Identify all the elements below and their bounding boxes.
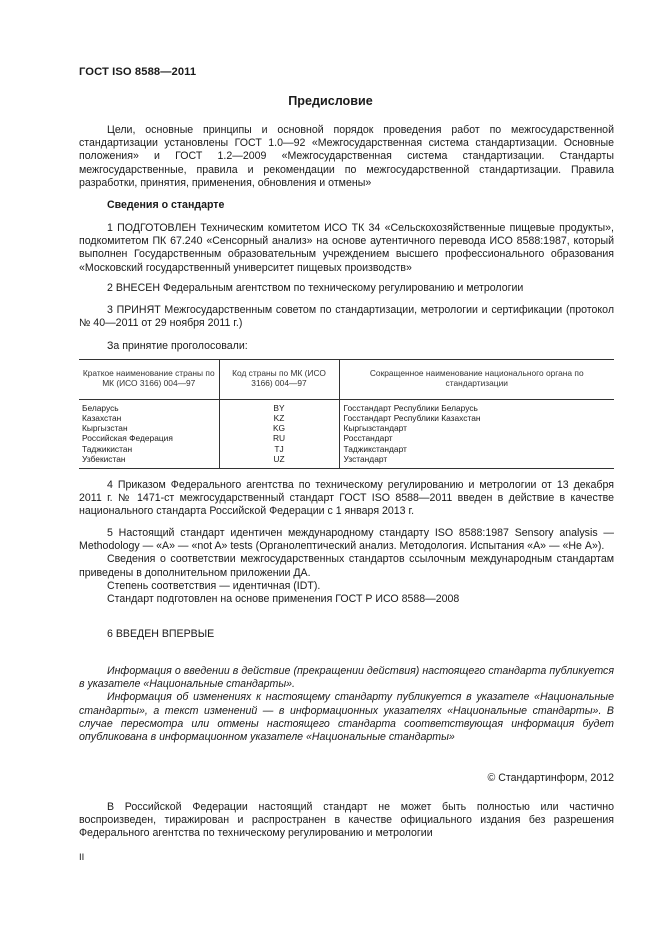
item-5-info: Сведения о соответствии межгосударственных стандартов ссылочным международным стандартам приведены в дополнительном приложении ДА. (79, 553, 614, 579)
cell-code: UZ (219, 454, 339, 469)
rights-text: В Российской Федерации настоящий стандарт не может быть полностью или частично воспроизведен, тиражирован и распространен в качестве официального издания без разрешения Федерального агентства по техническому регулированию и метрологии (79, 801, 614, 840)
voting-countries-table (79, 359, 614, 469)
cell-country: Казахстан (82, 412, 122, 423)
item-2-text: 2 ВНЕСЕН Федеральным агентством по техническому регулированию и метрологии (107, 282, 524, 294)
cell-body: Госстандарт Республики Казахстан (339, 413, 614, 423)
page-title: Предисловие (288, 94, 373, 108)
voted-label: За принятие проголосовали: (107, 340, 248, 352)
item-1-text: 1 ПОДГОТОВЛЕН Техническим комитетом ИСО ТК 34 «Сельскохозяйственные пищевые продукты», подкомитетом ПК 67.240 «Сенсорный анализ» на основе аутентичного перевода ИСО 8588:1987, который выполнен Государственным образовательным учреждением высшего профессионального образования «Московский государственный университет пищевых производств» (79, 222, 614, 274)
item-6-text: 6 ВВЕДЕН ВПЕРВЫЕ (107, 628, 215, 640)
item-3-text: 3 ПРИНЯТ Межгосударственным советом по стандартизации, метрологии и сертификации (протокол № 40—2011 от 29 ноября 2011 г.) (79, 304, 614, 330)
page-number: II (79, 852, 85, 863)
table-header-row (79, 360, 614, 400)
cell-body: Узстандарт (339, 454, 614, 469)
table-row (79, 423, 614, 433)
item-3 (79, 304, 614, 330)
copyright: © Стандартинформ, 2012 (487, 772, 614, 784)
cell-country: Кыргызстан (82, 423, 128, 434)
info-changes: Информация об изменениях к настоящему стандарту публикуется в указателе «Национальные стандарты», а текст изменений — в информационных указателях «Национальные стандарты». В случае пересмотра или отмены настоящего стандарта соответствующая информация будет опубликована в информационном указателе «Национальные стандарты» (79, 691, 614, 744)
cell-country: Беларусь (82, 402, 119, 413)
cell-code: KG (219, 423, 339, 433)
item-6 (79, 628, 614, 641)
intro-paragraph (79, 124, 614, 190)
table-row (79, 454, 614, 469)
cell-body: Кыргызстандарт (339, 423, 614, 433)
item-5-basis: Стандарт подготовлен на основе применения ГОСТ Р ИСО 8588—2008 (107, 593, 460, 606)
item-5-text: 5 Настоящий стандарт идентичен международному стандарту ISO 8588:1987 Sensory analysis — Methodology — «A» — «not A» tests (Органолептический анализ. Методология. Испытания «А» — «Не А»). (79, 527, 614, 553)
column-header-body: Сокращенное наименование национального органа по стандартизации (339, 360, 614, 400)
cell-country: Узбекистан (79, 454, 219, 469)
item-2 (79, 282, 614, 295)
item-5-degree: Степень соответствия — идентичная (IDT). (107, 579, 321, 592)
column-header-country: Краткое наименование страны по МК (ИСО 3166) 004—97 (79, 360, 219, 400)
item-4-text: 4 Приказом Федерального агентства по техническому регулированию и метрологии от 13 декабря 2011 г. № 1471-ст межгосударственный стандарт ГОСТ ISO 8588—2011 введен в действие в качестве национального стандарта Российской Федерации с 1 января 2013 г. (79, 479, 614, 518)
document-header: ГОСТ ISO 8588—2011 (79, 66, 197, 78)
cell-body: Госстандарт Республики Беларусь (339, 399, 614, 413)
table-row (79, 399, 614, 413)
publication-info (79, 665, 614, 744)
table-row (79, 413, 614, 423)
item-5 (79, 527, 614, 606)
cell-code: BY (219, 399, 339, 413)
item-4 (79, 479, 614, 519)
info-introduction: Информация о введении в действие (прекращении действия) настоящего стандарта публикуется в указателе «Национальные стандарты». (79, 665, 614, 691)
cell-code: TJ (219, 444, 339, 454)
intro-text: Цели, основные принципы и основной порядок проведения работ по межгосударственной стандартизации установлены ГОСТ 1.0—92 «Межгосударственная система стандартизации. Основные положения» и ГОСТ 1.2—2009 «Межгосударственная система стандартизации. Стандарты межгосударственные, правила и рекомендации по межгосударственной стандартизации. Правила разработки, принятия, применения, обновления и отмены» (79, 124, 614, 189)
rights-notice (79, 801, 614, 841)
table-row (79, 433, 614, 443)
cell-code: KZ (219, 413, 339, 423)
cell-country: Российская Федерация (82, 433, 173, 444)
cell-country: Таджикистан (82, 443, 133, 454)
cell-code: RU (219, 433, 339, 443)
item-1 (79, 222, 614, 275)
cell-body: Росстандарт (339, 433, 614, 443)
section-heading: Сведения о стандарте (107, 199, 225, 211)
table-row (79, 444, 614, 454)
cell-body: Таджикстандарт (339, 444, 614, 454)
column-header-code: Код страны по МК (ИСО 3166) 004—97 (219, 360, 339, 400)
